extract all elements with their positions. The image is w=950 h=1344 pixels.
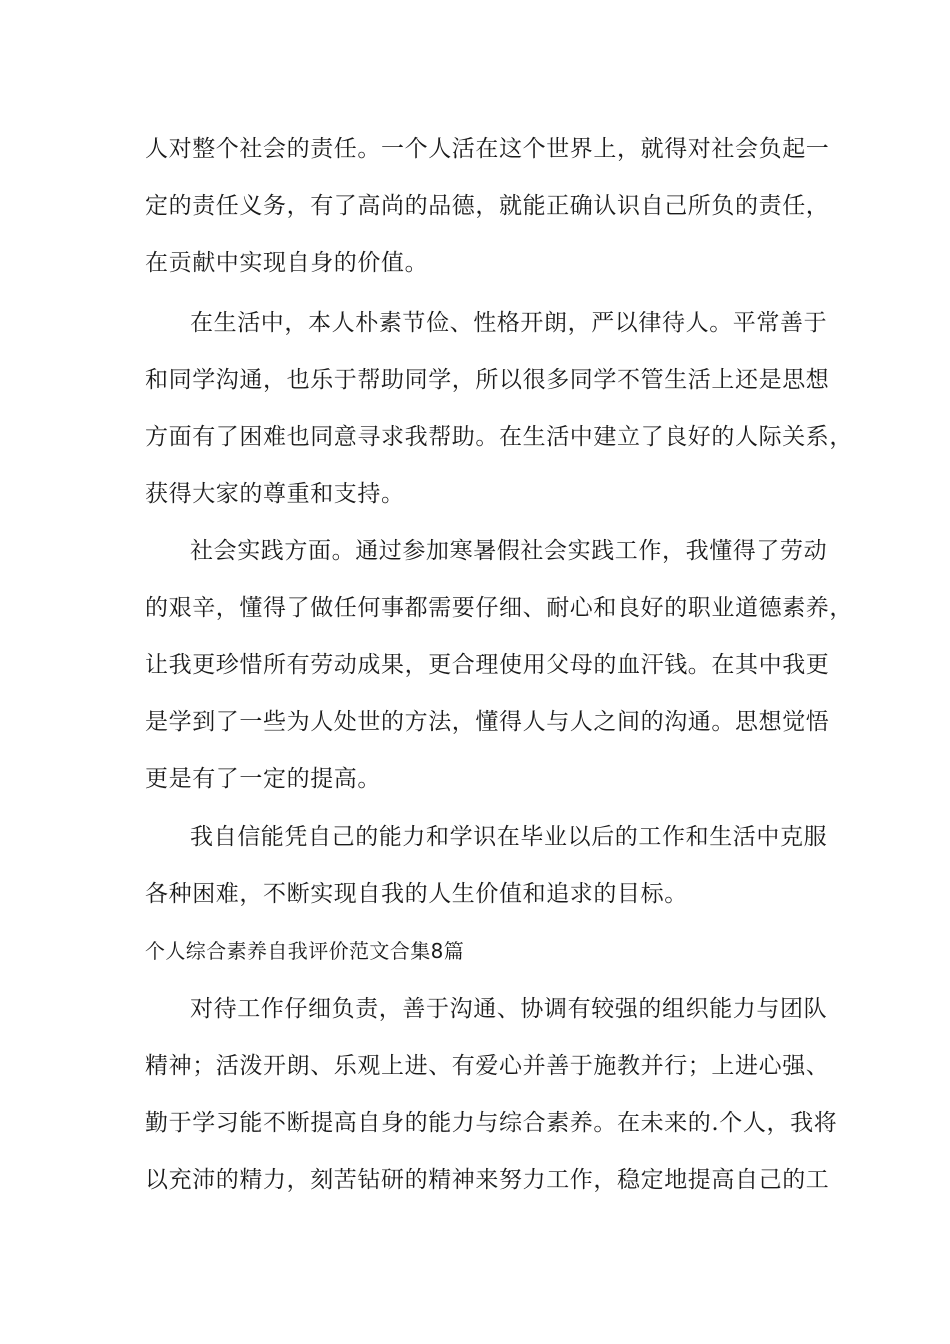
section-heading: 个人综合素养自我评价范文合集8篇 xyxy=(145,939,465,963)
paragraph-line: 更是有了一定的提高。 xyxy=(145,766,381,792)
paragraph-line: 方面有了困难也同意寻求我帮助。在生活中建立了良好的人际关系， xyxy=(145,424,853,450)
paragraph-line: 社会实践方面。通过参加寒暑假社会实践工作，我懂得了劳动 xyxy=(190,538,828,564)
paragraph-line: 精神；活泼开朗、乐观上进、有爱心并善于施教并行；上进心强、 xyxy=(145,1053,830,1079)
paragraph-line: 是学到了一些为人处世的方法，懂得人与人之间的沟通。思想觉悟 xyxy=(145,709,830,735)
paragraph-line: 在生活中，本人朴素节俭、性格开朗，严以律待人。平常善于 xyxy=(190,310,828,336)
paragraph-line: 在贡献中实现自身的价值。 xyxy=(145,250,429,276)
paragraph-line: 各种困难，不断实现自我的人生价值和追求的目标。 xyxy=(145,881,688,907)
paragraph-line: 获得大家的尊重和支持。 xyxy=(145,481,405,507)
paragraph-line: 和同学沟通，也乐于帮助同学，所以很多同学不管生活上还是思想 xyxy=(145,367,830,393)
paragraph-line: 让我更珍惜所有劳动成果，更合理使用父母的血汗钱。在其中我更 xyxy=(145,652,830,678)
paragraph-line: 的艰辛，懂得了做任何事都需要仔细、耐心和良好的职业道德素养， xyxy=(145,595,853,621)
paragraph-line: 勤于学习能不断提高自身的能力与综合素养。在未来的.个人，我将 xyxy=(145,1110,838,1136)
paragraph-line: 定的责任义务，有了高尚的品德，就能正确认识自己所负的责任， xyxy=(145,193,830,219)
paragraph-line: 以充沛的精力，刻苦钻研的精神来努力工作，稳定地提高自己的工 xyxy=(145,1167,830,1193)
paragraph-line: 对待工作仔细负责，善于沟通、协调有较强的组织能力与团队 xyxy=(190,996,828,1022)
paragraph-line: 人对整个社会的责任。一个人活在这个世界上，就得对社会负起一 xyxy=(145,136,830,162)
paragraph-line: 我自信能凭自己的能力和学识在毕业以后的工作和生活中克服 xyxy=(190,824,828,850)
